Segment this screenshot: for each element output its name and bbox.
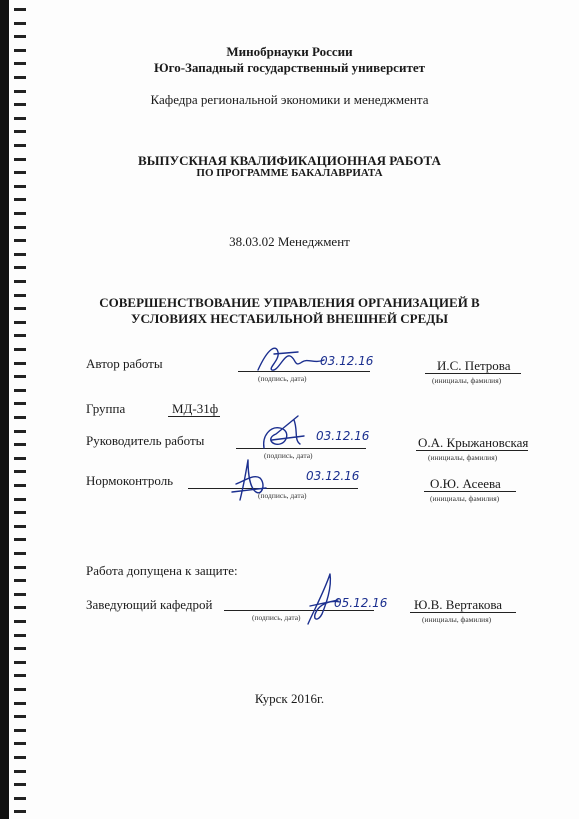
- binding-tick: [14, 593, 26, 596]
- binding-tick: [14, 443, 26, 446]
- supervisor-sign-caption: (подпись, дата): [264, 451, 313, 460]
- binding-tick: [14, 797, 26, 800]
- binding-tick: [14, 674, 26, 677]
- university-name: Юго-Западный государственный университет: [154, 60, 425, 75]
- binding-tick: [14, 484, 26, 487]
- head-sign-caption: (подпись, дата): [252, 613, 301, 622]
- binding-tick: [14, 198, 26, 201]
- ministry-name: Минобрнауки России: [226, 44, 353, 59]
- normcontrol-name-line: [424, 491, 516, 492]
- binding-tick: [14, 266, 26, 269]
- binding-tick: [14, 661, 26, 664]
- author-name-line: [425, 373, 521, 374]
- binding-tick: [14, 566, 26, 569]
- binding-tick: [14, 22, 26, 25]
- binding-tick: [14, 620, 26, 623]
- supervisor-signature: [254, 410, 324, 454]
- head-name: Ю.В. Вертакова: [414, 597, 503, 612]
- binding-tick: [14, 212, 26, 215]
- specialty: 38.03.02 Менеджмент: [229, 234, 350, 249]
- binding-tick: [14, 226, 26, 229]
- binding-tick: [14, 770, 26, 773]
- binding-tick: [14, 552, 26, 555]
- department-name: Кафедра региональной экономики и менеджмента: [150, 92, 429, 107]
- group-label: Группа: [86, 401, 126, 416]
- normcontrol-sign-date: 03.12.16: [306, 469, 360, 483]
- head-name-line: [410, 612, 516, 613]
- binding-tick: [14, 416, 26, 419]
- thesis-title-line1: СОВЕРШЕНСТВОВАНИЕ УПРАВЛЕНИЯ ОРГАНИЗАЦИЕЙ В: [99, 295, 480, 310]
- city-year: Курск 2016г.: [254, 691, 325, 706]
- binding-tick: [14, 117, 26, 120]
- binding-tick: [14, 538, 26, 541]
- head-sign-date: 05.12.16: [334, 596, 388, 610]
- author-name: И.С. Петрова: [437, 358, 511, 373]
- binding-tick: [14, 729, 26, 732]
- normcontrol-label: Нормоконтроль: [86, 473, 174, 488]
- binding-tick: [14, 348, 26, 351]
- supervisor-name-caption: (инициалы, фамилия): [428, 453, 498, 462]
- binding-tick: [14, 334, 26, 337]
- binding-tick: [14, 362, 26, 365]
- binding-tick: [14, 280, 26, 283]
- author-name-caption: (инициалы, фамилия): [432, 376, 502, 385]
- binding-tick: [14, 389, 26, 392]
- normcontrol-sign-caption: (подпись, дата): [258, 491, 307, 500]
- binding-tick: [14, 470, 26, 473]
- binding-tick: [14, 783, 26, 786]
- binding-tick: [14, 185, 26, 188]
- binding-tick: [14, 35, 26, 38]
- group-line: [168, 416, 220, 417]
- binding-tick: [14, 742, 26, 745]
- binding-tick: [14, 253, 26, 256]
- document-program: ПО ПРОГРАММЕ БАКАЛАВРИАТА: [196, 167, 383, 179]
- thesis-title-line2: УСЛОВИЯХ НЕСТАБИЛЬНОЙ ВНЕШНЕЙ СРЕДЫ: [131, 311, 448, 326]
- document-type: ВЫПУСКНАЯ КВАЛИФИКАЦИОННАЯ РАБОТА: [138, 153, 441, 168]
- binding-tick: [14, 511, 26, 514]
- binding-tick: [14, 756, 26, 759]
- author-label: Автор работы: [86, 356, 163, 371]
- binding-tick: [14, 810, 26, 813]
- supervisor-name: О.А. Крыжановская: [418, 435, 529, 450]
- head-sign-line: [224, 610, 374, 611]
- binding-tick: [14, 144, 26, 147]
- binding-tick: [14, 579, 26, 582]
- supervisor-name-line: [416, 450, 528, 451]
- binding-tick: [14, 402, 26, 405]
- binding-tick: [14, 498, 26, 501]
- binding-tick: [14, 525, 26, 528]
- head-label: Заведующий кафедрой: [86, 597, 213, 612]
- binding-tick: [14, 430, 26, 433]
- group-value: МД-31ф: [172, 401, 219, 416]
- binding-tick: [14, 634, 26, 637]
- binding-tick: [14, 130, 26, 133]
- binding-tick: [14, 375, 26, 378]
- normcontrol-name: О.Ю. Асеева: [430, 476, 501, 491]
- binding-tick: [14, 8, 26, 11]
- normcontrol-name-caption: (инициалы, фамилия): [430, 494, 500, 503]
- head-name-caption: (инициалы, фамилия): [422, 615, 492, 624]
- binding-tick: [14, 647, 26, 650]
- admitted-label: Работа допущена к защите:: [86, 563, 238, 578]
- supervisor-sign-date: 03.12.16: [316, 429, 370, 443]
- binding-tick: [14, 606, 26, 609]
- binding-tick: [14, 457, 26, 460]
- binding-tick: [14, 76, 26, 79]
- author-sign-date: 03.12.16: [320, 354, 374, 368]
- author-sign-caption: (подпись, дата): [258, 374, 307, 383]
- binding-tick: [14, 715, 26, 718]
- supervisor-label: Руководитель работы: [86, 433, 205, 448]
